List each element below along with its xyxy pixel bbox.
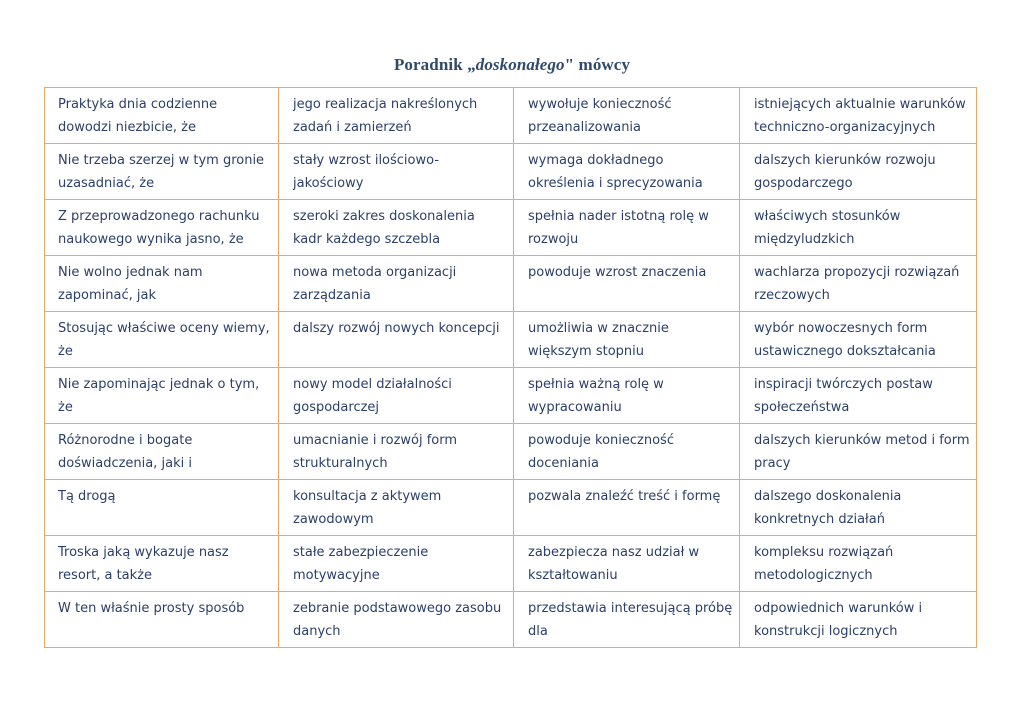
table-cell: przedstawia interesującą próbę dla [514, 592, 740, 648]
table-cell: nowa metoda organizacji zarządzania [279, 256, 514, 312]
table-cell: umożliwia w znacznie większym stopniu [514, 312, 740, 368]
table-cell: stałe zabezpieczenie motywacyjne [279, 536, 514, 592]
title-emphasis: doskonałego [475, 55, 565, 74]
table-cell: Różnorodne i bogate doświadczenia, jaki i [45, 424, 279, 480]
table-cell: inspiracji twórczych postaw społeczeństwa [740, 368, 977, 424]
table-row [45, 536, 977, 592]
table-row [45, 200, 977, 256]
title-prefix: Poradnik „ [393, 55, 476, 74]
table-cell: Nie trzeba szerzej w tym gronie uzasadniać, że [45, 144, 279, 200]
phrase-table-body [45, 88, 977, 648]
table-cell: Stosując właściwe oceny wiemy, że [45, 312, 279, 368]
table-row [45, 424, 977, 480]
table-cell: spełnia nader istotną rolę w rozwoju [514, 200, 740, 256]
table-cell: odpowiednich warunków i konstrukcji logicznych [740, 592, 977, 648]
table-cell: zebranie podstawowego zasobu danych [279, 592, 514, 648]
table-cell: pozwala znaleźć treść i formę [514, 480, 740, 536]
table-cell: kompleksu rozwiązań metodologicznych [740, 536, 977, 592]
table-cell: spełnia ważną rolę w wypracowaniu [514, 368, 740, 424]
table-cell: wywołuje konieczność przeanalizowania [514, 88, 740, 144]
table-cell: szeroki zakres doskonalenia kadr każdego szczebla [279, 200, 514, 256]
title-suffix: " mówcy [564, 55, 631, 74]
table-cell: jego realizacja nakreślonych zadań i zamierzeń [279, 88, 514, 144]
table-cell: Tą drogą [45, 480, 279, 536]
table-cell: dalszy rozwój nowych koncepcji [279, 312, 514, 368]
table-row [45, 368, 977, 424]
table-row [45, 312, 977, 368]
table-cell: właściwych stosunków międzyludzkich [740, 200, 977, 256]
table-cell: nowy model działalności gospodarczej [279, 368, 514, 424]
table-cell: W ten właśnie prosty sposób [45, 592, 279, 648]
table-cell: Nie wolno jednak nam zapominać, jak [45, 256, 279, 312]
table-cell: powoduje konieczność doceniania [514, 424, 740, 480]
table-cell: wymaga dokładnego określenia i sprecyzowania [514, 144, 740, 200]
table-cell: Nie zapominając jednak o tym, że [45, 368, 279, 424]
table-cell: Troska jaką wykazuje nasz resort, a także [45, 536, 279, 592]
table-cell: wachlarza propozycji rozwiązań rzeczowych [740, 256, 977, 312]
table-cell: powoduje wzrost znaczenia [514, 256, 740, 312]
table-row [45, 88, 977, 144]
table-cell: Praktyka dnia codzienne dowodzi niezbicie, że [45, 88, 279, 144]
table-cell: istniejących aktualnie warunków techniczno-organizacyjnych [740, 88, 977, 144]
table-row [45, 256, 977, 312]
table-row [45, 592, 977, 648]
table-cell: umacnianie i rozwój form strukturalnych [279, 424, 514, 480]
table-cell: zabezpiecza nasz udział w kształtowaniu [514, 536, 740, 592]
page-title [0, 55, 1024, 75]
table-cell: Z przeprowadzonego rachunku naukowego wynika jasno, że [45, 200, 279, 256]
table-cell: dalszego doskonalenia konkretnych działań [740, 480, 977, 536]
table-cell: wybór nowoczesnych form ustawicznego dokształcania [740, 312, 977, 368]
phrase-table [44, 87, 977, 648]
table-cell: dalszych kierunków rozwoju gospodarczego [740, 144, 977, 200]
table-row [45, 480, 977, 536]
table-row [45, 144, 977, 200]
table-cell: stały wzrost ilościowo-jakościowy [279, 144, 514, 200]
table-cell: dalszych kierunków metod i form pracy [740, 424, 977, 480]
table-cell: konsultacja z aktywem zawodowym [279, 480, 514, 536]
